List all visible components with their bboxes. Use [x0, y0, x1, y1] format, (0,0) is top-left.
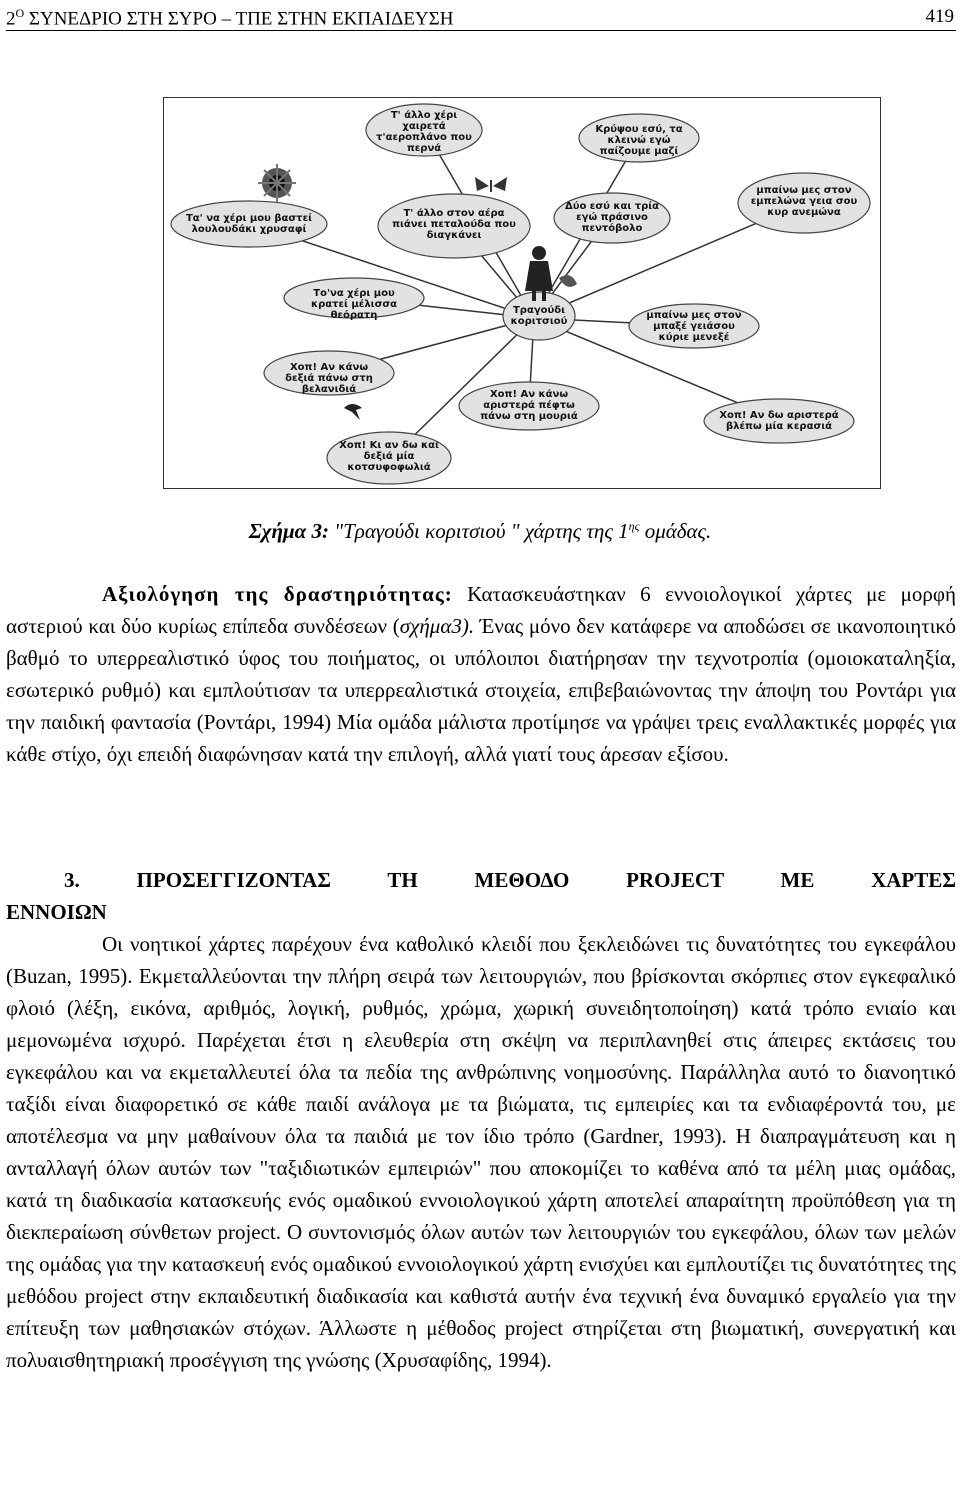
node-text: Τ' άλλο χέρι χαιρετά τ'αεροπλάνο που περνά: [376, 110, 472, 154]
concept-map-figure: [163, 97, 881, 489]
section-heading: [6, 864, 956, 896]
figure-caption: [0, 519, 960, 544]
section-3: [6, 864, 956, 1376]
leaf-icon: [559, 275, 577, 287]
section-heading-line2: ΕΝΝΟΙΩΝ: [6, 900, 107, 924]
node-text: Χοπ! Αν κάνω αριστερά πέφτω πάνω στη μουριά: [480, 389, 578, 422]
caption-sup: ης: [628, 519, 640, 533]
node-text: Το'να χέρι μου κρατεί μέλισσα θεόρατη: [310, 288, 398, 321]
bird-icon: [344, 404, 362, 420]
node-text: Δύο εσύ και τρία εγώ πράσινο πεντόβολο: [564, 201, 660, 234]
section-body: [6, 928, 956, 1376]
caption-label: Σχήμα 3:: [248, 519, 330, 543]
page-number: 419: [925, 6, 954, 27]
node-text: μπαίνω μες στον μπαξέ γειάσου κύριε μενεξέ: [646, 310, 742, 343]
paragraph-text-rest: Ένας μόνο δεν κατάφερε να αποδώσει σε ικανοποιητικό βαθμό το υπερρεαλιστικό ύφος του ποιήματος, οι υπόλοιποι διατήρησαν την τεχνοτροπία (ομοιοκαταληξία, εσωτερικό ρυθμό) και εμπλούτισαν τα υπερρεαλιστικά στοιχεία, επιβεβαιώνοντας την άποψη του Ροντάρι για την παιδική φαντασία (Ροντάρι, 1994) Μία ομάδα μάλιστα προτίμησε να γράψει τρεις εναλλακτικές μορφές για κάθε στίχο, όχι επειδή διαφώνησαν κατά την επιλογή, αλλά γιατί τους άρεσαν εξίσου.: [6, 614, 956, 766]
node-text: Χοπ! Κι αν δω και δεξιά μία κοτσυφοφωλιά: [339, 440, 439, 473]
node-text: Τ' άλλο στον αέρα πιάνει πεταλούδα που διαγκάνει: [392, 208, 516, 241]
node-text: Κρύψου εσύ, τα κλεινώ εγώ παίζουμε μαζί: [595, 124, 683, 157]
paragraph-figure-ref: σχήμα3).: [399, 614, 475, 638]
node-text: Τα' να χέρι μου βαστεί λουλουδάκι χρυσαφί: [185, 213, 313, 235]
section-body-text: Οι νοητικοί χάρτες παρέχουν ένα καθολικό κλειδί που ξεκλειδώνει τις δυνατότητες του εγκεφάλου (Buzan, 1995). Εκμεταλλεύονται την πλήρη σειρά των λειτουργιών, που βρίσκονται σκόρπιες στον εγκεφαλικό φλοιό (λέξη, εικόνα, αριθμός, λογική, ρυθμός, χρώμα, χωρική συνειδητοποίηση) κατά τρόπο ενιαίο και μεμονωμένα ισχυρό. Παρέχεται έτσι η ελευθερία στη σκέψη να περιπλανηθεί στις άπειρες εκτάσεις του εγκεφάλου και να εκμεταλλευτεί όλα τα πεδία της ανθρώπινης νοημοσύνης. Παράλληλα αυτό το διανοητικό ταξίδι είναι διαφορετικό σε κάθε παιδί ανάλογα με τα βιώματα, τις εμπειρίες και τα ενδιαφέροντά του, με αποτέλεσμα να μην μαθαίνουν όλα τα παιδιά με τον ίδιο τρόπο (Gardner, 1993). Η διαπραγμάτευση και η ανταλλαγή όλων αυτών των "ταξιδιωτικών εμπειριών" που αποκομίζει το καθένα από τα μέλη μιας ομάδας, κατά τη διαδικασία κατασκευής ενός ομαδικού εννοιολογικού χάρτη αποτελεί απαραίτητη προϋπόθεση για τη διεκπεραίωση σύνθετων project. Ο συντονισμός όλων αυτών των λειτουργιών του εγκεφάλου, όλων των μελών της ομάδας για την κατασκευή ενός ομαδικού εννοιολογικού χάρτη ενισχύει και εμπλουτίζει τις δυνατότητες της μεθόδου project στην εκπαιδευτική διαδικασία και καθιστά αυτήν ένα τεχνική ένα δυναμικό εργαλείο για την επίτευξη των μαθησιακών στόχων. Άλλωστε η μέθοδος project στηρίζεται στη βιωματική, συνεργατική και πολυαισθητηριακή προσέγγιση της γνώσης (Χρυσαφίδης, 1994).: [6, 932, 956, 1372]
caption-text: "Τραγούδι κοριτσιού " χάρτης της 1: [329, 519, 629, 543]
butterfly-icon: [475, 177, 507, 192]
sunflower-icon: [258, 164, 296, 202]
paragraph-lead: Αξιολόγηση της δραστηριότητας:: [102, 582, 453, 606]
evaluation-paragraph: [6, 578, 956, 770]
header-ordinal-suffix: Ο: [15, 6, 25, 20]
header-ordinal: 2: [6, 8, 16, 30]
section-heading-line1: 3. ΠΡΟΣΕΓΓΙΖΟΝΤΑΣ ΤΗ ΜΕΘΟΔΟ PROJECT ΜΕ ΧΑΡΤΕΣ: [64, 868, 956, 892]
caption-text-end: ομάδας.: [639, 519, 712, 543]
page-header: [6, 4, 956, 31]
node-text: Τραγούδι κοριτσιού: [510, 305, 568, 327]
header-title-text: ΣΥΝΕΔΡΙΟ ΣΤΗ ΣΥΡΟ – ΤΠΕ ΣΤΗΝ ΕΚΠΑΙΔΕΥΣΗ: [24, 8, 454, 30]
header-conference-title: [6, 6, 453, 30]
node-text: Χοπ! Αν δω αριστερά βλέπω μία κερασιά: [719, 410, 839, 432]
node-text: μπαίνω μες στον εμπελώνα γεια σου κυρ ανεμώνα: [750, 185, 858, 218]
paragraph-text: Κατασκευάστηκαν 6 εννοιολογικοί χάρτες με μορφή αστεριού και δύο κυρίως επίπεδα συνδέσεων (: [6, 582, 956, 638]
node-text: Χοπ! Αν κάνω δεξιά πάνω στη βελανιδιά: [285, 362, 373, 395]
